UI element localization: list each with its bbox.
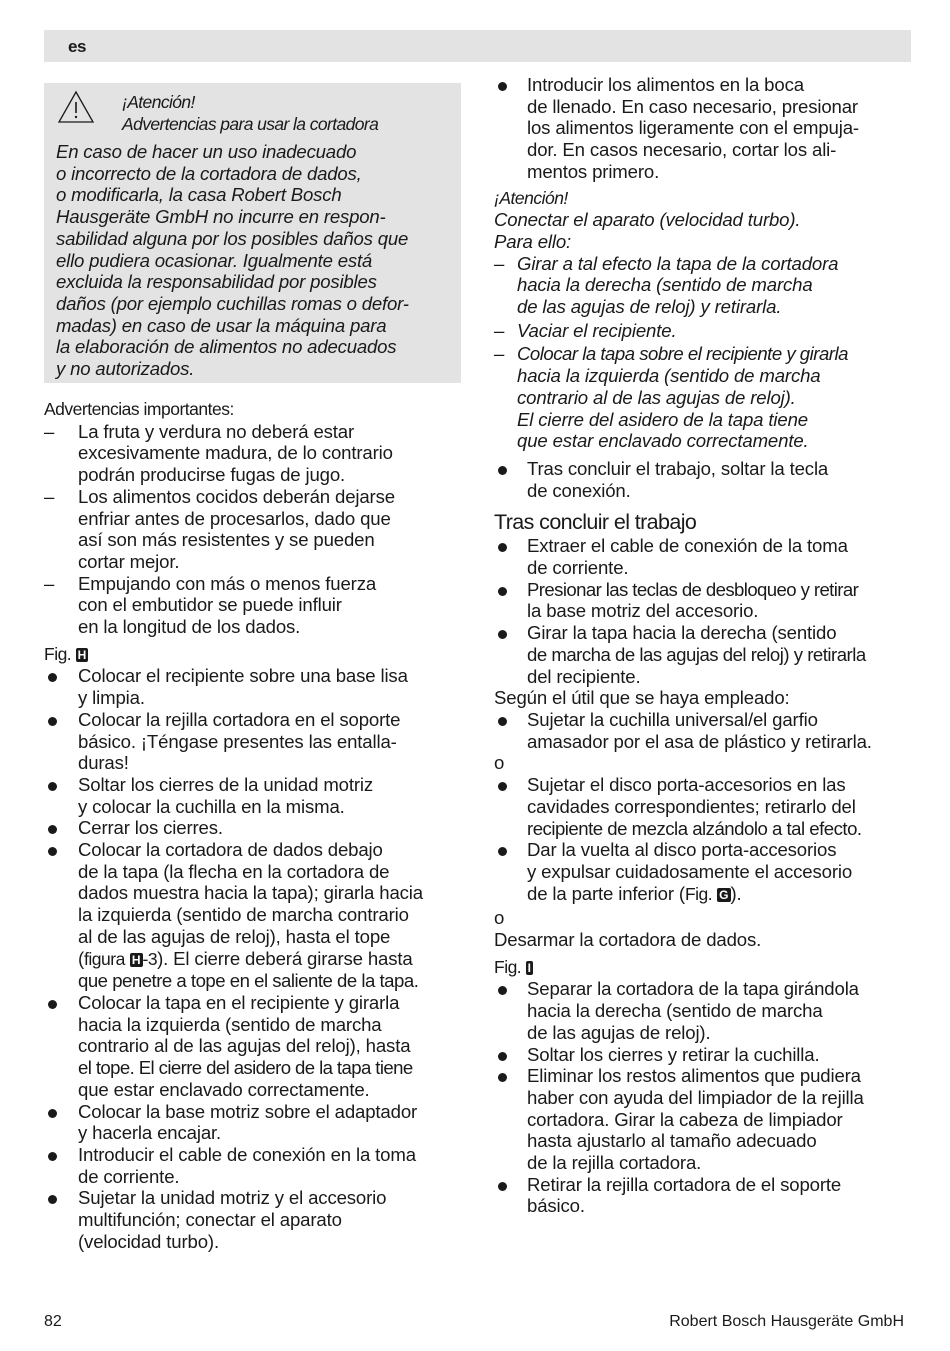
list-item (494, 343, 914, 452)
warning-line: o modificarla, la casa Robert Bosch (56, 184, 342, 206)
line: cavidades correspondientes; retirarlo del (527, 795, 856, 817)
ref-pre: de la parte inferior ( (527, 882, 685, 904)
line: Retirar la rejilla cortadora de el soporte (527, 1173, 842, 1195)
bullet-marker (48, 847, 57, 856)
bullet-marker (498, 466, 507, 475)
list-item (44, 421, 464, 486)
line: Cerrar los cierres. (78, 817, 223, 839)
bullet-marker (48, 1195, 57, 1204)
line: que penetre a tope en el saliente de la tapa. (78, 970, 419, 992)
line: Introducir el cable de conexión en la toma (78, 1143, 416, 1165)
line: Eliminar los restos alimentos que pudiera (527, 1065, 861, 1087)
line: duras! (78, 752, 129, 774)
line: de la rejilla cortadora. (527, 1152, 702, 1174)
line: Tras concluir el trabajo, soltar la tecla (527, 457, 829, 479)
line: o (494, 907, 505, 929)
line: de la tapa (la flecha en la cortadora de (78, 860, 390, 882)
figure-label: Fig. (494, 956, 522, 977)
list-item (44, 486, 464, 573)
bullet-marker (498, 82, 507, 91)
list-item (44, 839, 464, 992)
bullet-marker (498, 630, 507, 639)
dash-marker: – (44, 420, 55, 442)
bullet-marker (48, 1109, 57, 1118)
list-item (494, 1044, 914, 1066)
bullet-marker (48, 1000, 57, 1009)
line: de las agujas de reloj) y retirarla. (517, 296, 782, 318)
line: Colocar la base motriz sobre el adaptador (78, 1100, 418, 1122)
dash-marker: – (44, 485, 55, 507)
line: básico. (527, 1195, 585, 1217)
line: Separar la cortadora de la tapa girándola (527, 978, 859, 1000)
language-bar (44, 30, 911, 62)
line: Sujetar la cuchilla universal/el garfio (527, 708, 818, 730)
list-item (44, 665, 464, 708)
list-item (44, 1144, 464, 1187)
line: los alimentos ligeramente con el empuja- (527, 117, 859, 139)
line (527, 883, 914, 906)
dash-marker: – (494, 343, 505, 365)
figure-label: Fig. (44, 643, 72, 664)
warning-line: y no autorizados. (56, 358, 195, 380)
bullet-marker (498, 1052, 507, 1061)
line: de llenado. En caso necesario, presionar (527, 95, 858, 117)
warning-line: madas) en caso de usar la máquina para (56, 314, 387, 336)
line: multifunción; conectar el aparato (78, 1209, 342, 1231)
language-code: es (68, 37, 86, 56)
bullet-marker (498, 986, 507, 995)
bullet-marker (48, 717, 57, 726)
figure-letter-badge: H (77, 647, 87, 662)
line: Los alimentos cocidos deberán dejarse (78, 485, 395, 507)
line: y hacerla encajar. (78, 1122, 222, 1144)
line: Sujetar el disco porta-accesorios en las (527, 774, 846, 796)
line (78, 948, 464, 971)
line: excesivamente madura, de lo contrario (78, 442, 393, 464)
line: Para ello: (494, 230, 572, 252)
figure-heading (44, 644, 464, 666)
dash-marker: – (494, 252, 505, 274)
page-number: 82 (44, 1313, 62, 1330)
line: Desarmar la cortadora de dados. (494, 929, 762, 951)
figure-ref-suffix: -3 (142, 948, 158, 969)
line: Colocar la tapa sobre el recipiente y girarla (517, 343, 848, 365)
line: dados muestra hacia la tapa); girarla hacia (78, 882, 423, 904)
bullet-marker (498, 782, 507, 791)
list-item (494, 535, 914, 578)
warning-line: o incorrecto de la cortadora de dados, (56, 162, 362, 184)
warning-title-2: Advertencias para usar la cortadora (122, 114, 379, 134)
bullet-marker (498, 847, 507, 856)
warning-line: la elaboración de alimentos no adecuados (56, 336, 397, 358)
right-column (494, 74, 914, 1217)
section-title: Tras concluir el trabajo (494, 510, 697, 535)
warning-line: Hausgeräte GmbH no incurre en respon- (56, 206, 386, 228)
line: o (494, 752, 505, 774)
line: Soltar los cierres y retirar la cuchilla. (527, 1043, 820, 1065)
line: (velocidad turbo). (78, 1230, 219, 1252)
line: cortadora. Girar la cabeza de limpiador (527, 1108, 843, 1130)
figure-letter-badge: H (131, 952, 141, 967)
bullet-marker (498, 543, 507, 552)
line: contrario al de las agujas de reloj). (517, 386, 796, 408)
ref-post: ). El cierre deberá girarse hasta (157, 947, 413, 969)
dash-marker: – (494, 319, 505, 341)
line: al de las agujas de reloj), hasta el tope (78, 925, 391, 947)
attention-heading: ¡Atención! (494, 187, 568, 208)
line: mentos primero. (527, 160, 660, 182)
line: que estar enclavado correctamente. (517, 430, 809, 452)
line: de las agujas de reloj). (527, 1021, 711, 1043)
list-item (44, 709, 464, 774)
list-item (44, 817, 464, 839)
figure-letter-badge: G (719, 887, 729, 902)
list-item (44, 1101, 464, 1144)
line: la izquierda (sentido de marcha contrario (78, 904, 409, 926)
line: Sujetar la unidad motriz y el accesorio (78, 1187, 387, 1209)
bullet-marker (498, 587, 507, 596)
line: Según el útil que se haya empleado: (494, 687, 790, 709)
line: y expulsar cuidadosamente el accesorio (527, 860, 853, 882)
list-item (494, 74, 914, 183)
line: hacia la izquierda (sentido de marcha (517, 365, 821, 387)
line: Dar la vuelta al disco porta-accesorios (527, 839, 837, 861)
line: de conexión. (527, 479, 631, 501)
warning-title-1: ¡Atención! (122, 92, 195, 112)
line: y colocar la cuchilla en la misma. (78, 795, 345, 817)
figure-letter-badge: I (527, 960, 531, 975)
warning-triangle-icon (56, 89, 96, 125)
line: el tope. El cierre del asidero de la tapa tiene (78, 1057, 413, 1079)
bullet-marker (48, 825, 57, 834)
ref-pre: ( (78, 947, 85, 969)
list-item (494, 1065, 914, 1174)
warning-line: ello pudiera ocasionar. Igualmente está (56, 249, 373, 271)
list-item (494, 978, 914, 1043)
line: hacia la izquierda (sentido de marcha (78, 1013, 382, 1035)
line: dor. En casos necesario, cortar los ali- (527, 139, 837, 161)
line: Soltar los cierres de la unidad motriz (78, 773, 374, 795)
warning-text (56, 141, 456, 380)
left-column (44, 399, 464, 1252)
line: la base motriz del accesorio. (527, 600, 759, 622)
important-heading: Advertencias importantes: (44, 399, 234, 419)
figure-ref-word: figura (84, 948, 125, 969)
list-item (494, 579, 914, 622)
line: Empujando con más o menos fuerza (78, 572, 377, 594)
bullet-marker (498, 1182, 507, 1191)
warning-line: daños (por ejemplo cuchillas romas o defor- (56, 292, 409, 314)
list-item (494, 622, 914, 687)
list-item (494, 320, 914, 342)
line: de marcha de las agujas del reloj) y retirarla (527, 643, 866, 665)
line: así son más resistentes y se pueden (78, 529, 375, 551)
list-item (494, 1174, 914, 1217)
list-item (494, 253, 914, 318)
line: del recipiente. (527, 665, 641, 687)
bullet-marker (498, 717, 507, 726)
list-item (494, 458, 914, 501)
footer-company: Robert Bosch Hausgeräte GmbH (669, 1313, 904, 1330)
line: podrán producirse fugas de jugo. (78, 464, 346, 486)
line: Extraer el cable de conexión de la toma (527, 535, 848, 557)
line: en la longitud de los dados. (78, 616, 301, 638)
list-item (44, 992, 464, 1101)
list-item (44, 1187, 464, 1252)
line: hasta ajustarlo al tamaño adecuado (527, 1130, 817, 1152)
list-item (494, 774, 914, 839)
list-item (44, 573, 464, 638)
line: Colocar la rejilla cortadora en el soporte (78, 708, 401, 730)
line: enfriar antes de procesarlos, dado que (78, 507, 391, 529)
bullet-marker (48, 782, 57, 791)
line: Conectar el aparato (velocidad turbo). (494, 209, 801, 231)
line: Presionar las teclas de desbloqueo y retirar (527, 578, 859, 600)
line: con el embutidor se puede influir (78, 594, 342, 616)
line: Colocar la cortadora de dados debajo (78, 839, 383, 861)
list-item (44, 774, 464, 817)
line: recipiente de mezcla alzándolo a tal efecto. (527, 817, 862, 839)
warning-line: En caso de hacer un uso inadecuado (56, 141, 357, 162)
list-item (494, 839, 914, 905)
list-item (494, 709, 914, 752)
line: El cierre del asidero de la tapa tiene (517, 408, 808, 430)
warning-title (122, 91, 452, 135)
warning-box (44, 83, 461, 383)
warning-line: excluida la responsabilidad por posibles (56, 271, 377, 293)
line: Girar a tal efecto la tapa de la cortadora (517, 252, 839, 274)
line: que estar enclavado correctamente. (78, 1078, 370, 1100)
line: Colocar la tapa en el recipiente y girarla (78, 991, 400, 1013)
bullet-marker (48, 673, 57, 682)
figure-ref-word: Fig. (684, 883, 713, 904)
line: hacia la derecha (sentido de marcha (527, 1000, 823, 1022)
bullet-marker (498, 1073, 507, 1082)
line: haber con ayuda del limpiador de la rejilla (527, 1086, 864, 1108)
line: Colocar el recipiente sobre una base lisa (78, 665, 408, 687)
line: Introducir los alimentos en la boca (527, 74, 804, 95)
dash-marker: – (44, 572, 55, 594)
line: amasador por el asa de plástico y retirarla. (527, 730, 872, 752)
line: Girar la tapa hacia la derecha (sentido (527, 622, 837, 644)
line: de corriente. (527, 557, 629, 579)
line: cortar mejor. (78, 550, 180, 572)
ref-post: ). (730, 882, 742, 904)
figure-heading (494, 957, 914, 979)
line: La fruta y verdura no deberá estar (78, 420, 355, 442)
warning-line: sabilidad alguna por los posibles daños que (56, 227, 409, 249)
line: hacia la derecha (sentido de marcha (517, 274, 813, 296)
line: de corriente. (78, 1165, 180, 1187)
line: y limpia. (78, 687, 145, 709)
bullet-marker (48, 1152, 57, 1161)
line: contrario al de las agujas del reloj), hasta (78, 1035, 411, 1057)
line: Vaciar el recipiente. (517, 319, 677, 341)
line: básico. ¡Téngase presentes las entalla- (78, 730, 397, 752)
